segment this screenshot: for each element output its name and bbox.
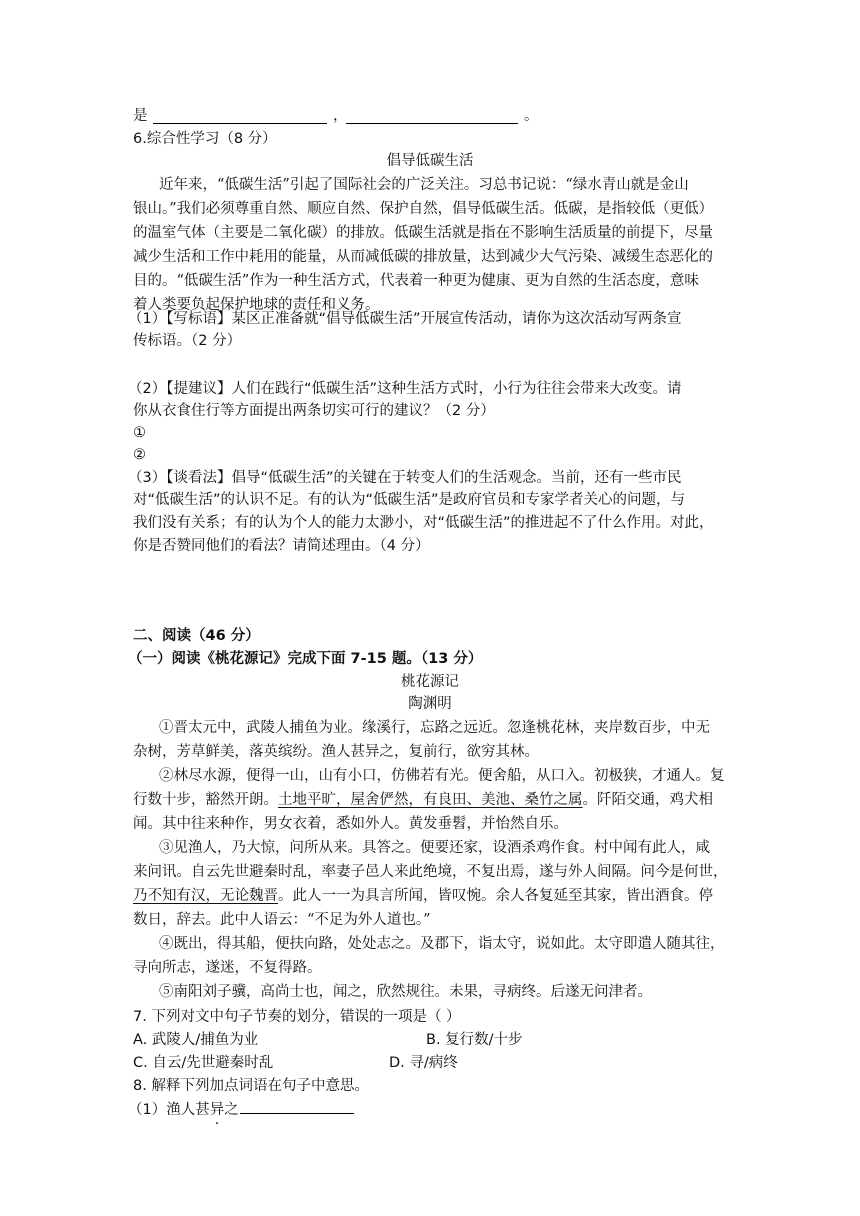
- q6-para-line: 目的。“低碳生活”作为一种生活方式，代表着一种更为健康、更为自然的生活态度，意味: [133, 273, 699, 289]
- q6-heading: 6.综合性学习（8 分）: [133, 131, 277, 147]
- q6-para-line: 银山。”我们必须尊重自然、顺应自然、保护自然，倡导低碳生活。低碳，是指较低（更低）: [133, 201, 714, 217]
- q6-sub2-line: （2）【提建议】人们在践行“低碳生活”这种生活方式时，小行为往往会带来大改变。请: [128, 381, 682, 397]
- q7-stem: 7. 下列对文中句子节奏的划分，错误的一项是（ ）: [133, 1009, 461, 1025]
- q6-sub3-line: （3）【谈看法】倡导“低碳生活”的关键在于转变人们的生活观念。当前，还有一些市民: [128, 470, 682, 486]
- q6-sub1-line: 传标语。（2 分）: [133, 333, 242, 349]
- q8-item-1-text: 之: [224, 1102, 239, 1118]
- passage-line: ①晋太元中，武陵人捕鱼为业。缘溪行，忘路之远近。忽逢桃花林，夹岸数百步，中无: [159, 720, 710, 736]
- passage-line: ⑤南阳刘子骥，高尚士也，闻之，欣然规往。未果，寻病终。后遂无问津者。: [159, 984, 652, 1000]
- passage-line: [133, 885, 860, 907]
- passage-line: ②林尽水源，便得一山，山有小口，仿佛若有光。便舍船，从口入。初极狭，才通人。复: [159, 768, 725, 784]
- q6-para-line: 着人类要负起保护地球的责任和义务。: [133, 297, 380, 313]
- subsection-heading: （一）阅读《桃花源记》完成下面 7-15 题。（13 分）: [128, 651, 483, 667]
- passage-line: 数日，辞去。此中人语云：“不足为外人道也。”: [133, 912, 431, 928]
- fill-in-comma: ，: [333, 108, 348, 124]
- passage-text: 行数十步，豁然开朗。: [133, 792, 278, 808]
- fill-in-period: 。: [524, 108, 539, 124]
- q6-para-line: 减少生活和工作中耗用的能量，从而减低碳的排放量，达到减少大气污染、减缓生态恶化的: [133, 249, 713, 265]
- q7-option-a[interactable]: A. 武陵人/捕鱼为业: [133, 1032, 259, 1048]
- answer-blank-q8-1[interactable]: [240, 1099, 354, 1114]
- answer-mark-1: ①: [133, 425, 146, 441]
- passage-line: 来问讯。自云先世避秦时乱，率妻子邑人来此绝境，不复出焉，遂与外人间隔。问今是何世，: [133, 864, 728, 880]
- q7-option-c[interactable]: C. 自云/先世避秦时乱: [133, 1055, 274, 1071]
- q7-option-b[interactable]: B. 复行数/十步: [426, 1032, 523, 1048]
- q8-stem: 8. 解释下列加点词语在句子中意思。: [133, 1078, 369, 1094]
- q6-sub1-line: （1）【写标语】某区正准备就“倡导低碳生活”开展宣传活动，请你为这次活动写两条宣: [128, 311, 682, 327]
- answer-mark-2: ②: [133, 447, 146, 463]
- q8-item-1: [128, 1099, 860, 1121]
- passage-text: 。阡陌交通，鸡犬相: [582, 792, 713, 808]
- answer-blank-2[interactable]: [346, 109, 518, 124]
- underlined-sentence: 乃不知有汉，无论魏晋: [133, 888, 278, 904]
- passage-title: 桃花源记: [401, 674, 459, 690]
- fill-in-prefix: 是: [133, 108, 148, 124]
- q6-sub3-line: 对“低碳生活”的认识不足。有的认为“低碳生活”是政府官员和专家学者关心的问题，与: [133, 492, 686, 508]
- passage-text: 。此人一一为具言所闻，皆叹惋。余人各复延至其家，皆出酒食。停: [278, 888, 713, 904]
- q6-article-title: 倡导低碳生活: [386, 153, 474, 169]
- underlined-sentence: 土地平旷，屋舍俨然，有良田、美池、桑竹之属: [278, 792, 583, 808]
- q6-para-line: 近年来，“低碳生活”引起了国际社会的广泛关注。习总书记说：“绿水青山就是金山: [159, 177, 689, 193]
- q6-para-line: 的温室气体（主要是二氧化碳）的排放。低碳生活就是指在不影响生活质量的前提下，尽量: [133, 225, 713, 241]
- answer-blank-1[interactable]: [153, 109, 327, 124]
- passage-line: ③见渔人，乃大惊，问所从来。具答之。便要还家，设酒杀鸡作食。村中闻有此人，咸: [159, 840, 710, 856]
- passage-line: 杂树，芳草鲜美，落英缤纷。渔人甚异之，复前行，欲穷其林。: [133, 744, 539, 760]
- q8-item-1-text: （1）渔人甚: [128, 1102, 210, 1118]
- passage-line: [133, 789, 860, 811]
- passage-line: 闻。其中往来种作，男女衣着，悉如外人。黄发垂髫，并怡然自乐。: [133, 816, 568, 832]
- q6-sub3-line: 我们没有关系；有的认为个人的能力太渺小，对“低碳生活”的推进起不了什么作用。对此，: [133, 515, 714, 531]
- passage-line: 寻向所志，遂迷，不复得路。: [133, 960, 322, 976]
- section-heading: 二、阅读（46 分）: [133, 628, 260, 644]
- q7-option-d[interactable]: D. 寻/病终: [389, 1055, 458, 1071]
- passage-author: 陶渊明: [408, 696, 452, 712]
- passage-line: ④既出，得其船，便扶向路，处处志之。及郡下，诣太守，说如此。太守即遣人随其往，: [159, 936, 725, 952]
- q6-sub3-line: 你是否赞同他们的看法？请简述理由。（4 分）: [133, 538, 430, 554]
- dotted-word: 异: [209, 1102, 225, 1118]
- q6-sub2-line: 你从衣食住行等方面提出两条切实可行的建议？（2 分）: [133, 403, 495, 419]
